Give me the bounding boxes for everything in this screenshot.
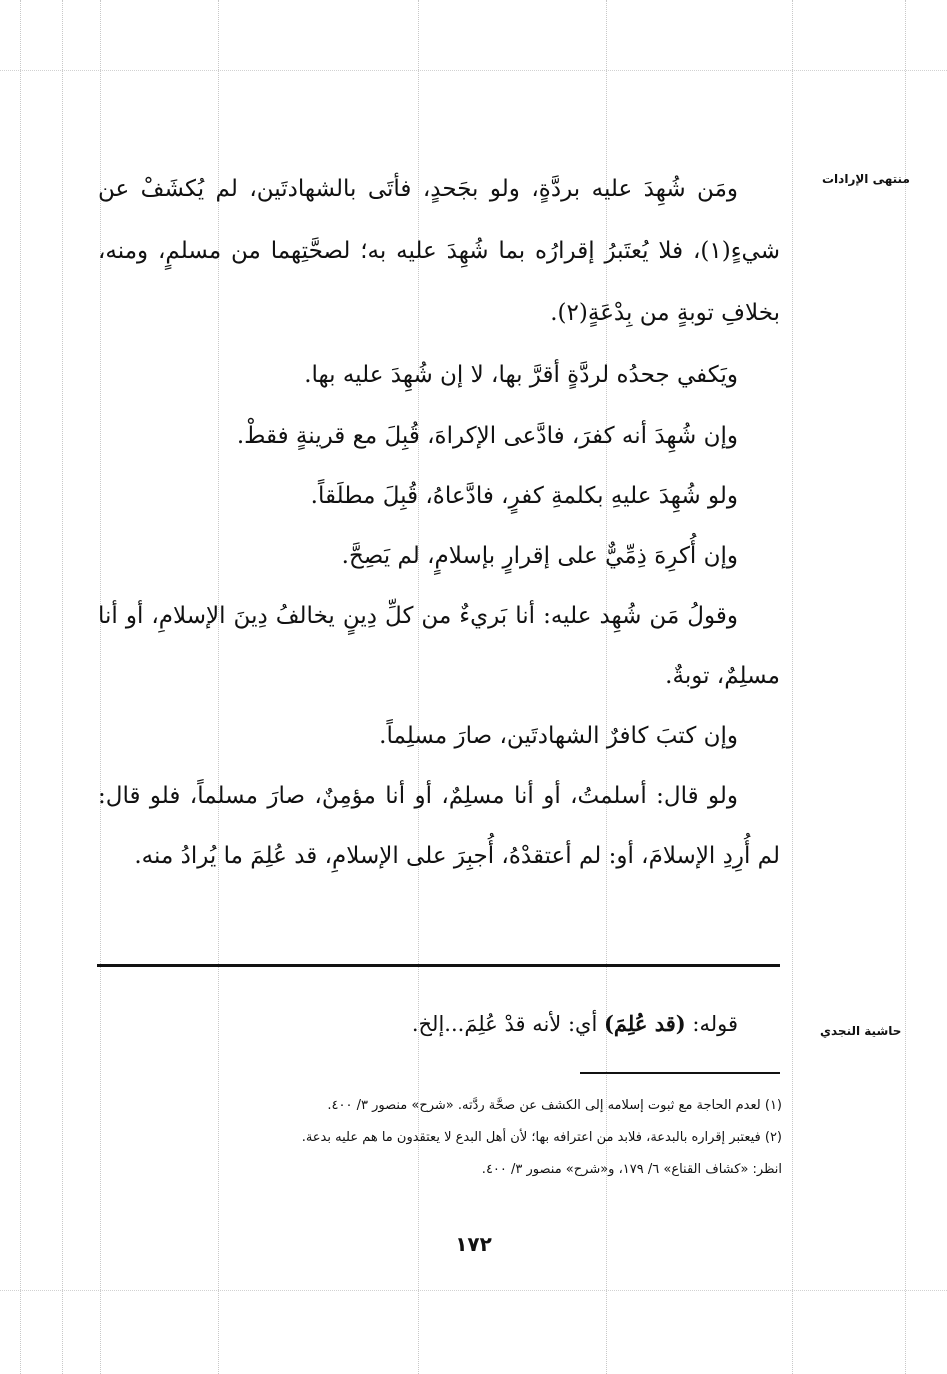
footnote: (١) لعدم الحاجة مع ثبوت إسلامه إلى الكشف عن صحَّة ردَّته. «شرح» منصور ٣/ ٤٠٠. — [327, 1098, 782, 1113]
hashiya-comment: أي: لأنه قدْ عُلِمَ...إلخ. — [411, 1012, 598, 1036]
paragraph: وإن كتبَ كافرٌ الشهادتَين، صارَ مسلِماً. — [379, 723, 738, 749]
footnote-divider — [580, 1072, 780, 1074]
scan-guide-line — [20, 0, 21, 1374]
footnote: انظر: «كشاف القناع» ٦/ ١٧٩، و«شرح» منصور ٣/ ٤٠٠. — [481, 1162, 782, 1177]
scan-guide-line — [905, 0, 906, 1374]
paragraph: وإن شُهِدَ أنه كفرَ، فادَّعى الإكراهَ، قُبِلَ مع قرينةٍ فقطْ. — [236, 423, 738, 449]
paragraph: وإن أُكرِهَ ذِمِّيٌّ على إقرارٍ بإسلامٍ، لم يَصِحَّ. — [341, 543, 738, 569]
hashiya-note — [98, 1008, 738, 1040]
paragraph: ولو شُهِدَ عليهِ بكلمةِ كفرٍ، فادَّعاهُ، قُبِلَ مطلَقاً. — [310, 483, 738, 509]
paragraph: وقولُ مَن شُهِد عليه: أنا بَريءٌ من كلِّ دِينٍ يخالفُ دِينَ الإسلامِ، أو أنا مسلِمٌ، توبةٌ. — [98, 603, 780, 689]
scan-guide-line — [0, 70, 947, 71]
paragraph: ويَكفي جحدُه لردَّةٍ أقرَّ بها، لا إن شُهِدَ عليه بها. — [304, 362, 738, 388]
hashiya-prefix: قوله: — [692, 1012, 738, 1036]
side-label-hashiya: حاشية النجدي — [820, 1024, 902, 1038]
page-number: ١٧٢ — [455, 1232, 492, 1256]
footnote: (٢) فيعتبر إقراره بالبدعة، فلابد من اعترافه بها؛ لأن أهل البدع لا يعتقدون ما هم عليه بدعة. — [301, 1130, 782, 1145]
main-text — [98, 158, 780, 886]
scan-guide-line — [792, 0, 793, 1374]
paragraph: ومَن شُهِدَ عليه بردَّةٍ، ولو بجَحدٍ، فأتَى بالشهادتَين، لم يُكشَفْ عن شيءٍ(١)، فلا يُعتَبرُ إقرارُه بما شُهِدَ عليه به؛ لصحَّتِهما من مسلمٍ، ومنه، بخلافِ توبةٍ من بِدْعَةٍ(٢). — [98, 176, 780, 326]
paragraph: ولو قال: أسلمتُ، أو أنا مسلِمٌ، أو أنا مؤمِنٌ، صارَ مسلماً، فلو قال: لم أُرِدِ الإسلامَ، أو: لم أعتقدْهُ، أُجبِرَ على الإسلامِ، قد عُلِمَ ما يُرادُ منه. — [98, 783, 780, 869]
section-divider — [97, 964, 780, 967]
scan-guide-line — [62, 0, 63, 1374]
scan-guide-line — [0, 1290, 947, 1291]
hashiya-quote: (قد عُلِمَ) — [603, 1011, 686, 1036]
footnotes — [150, 1090, 782, 1186]
side-label-muntaha: منتهى الإرادات — [822, 172, 910, 186]
